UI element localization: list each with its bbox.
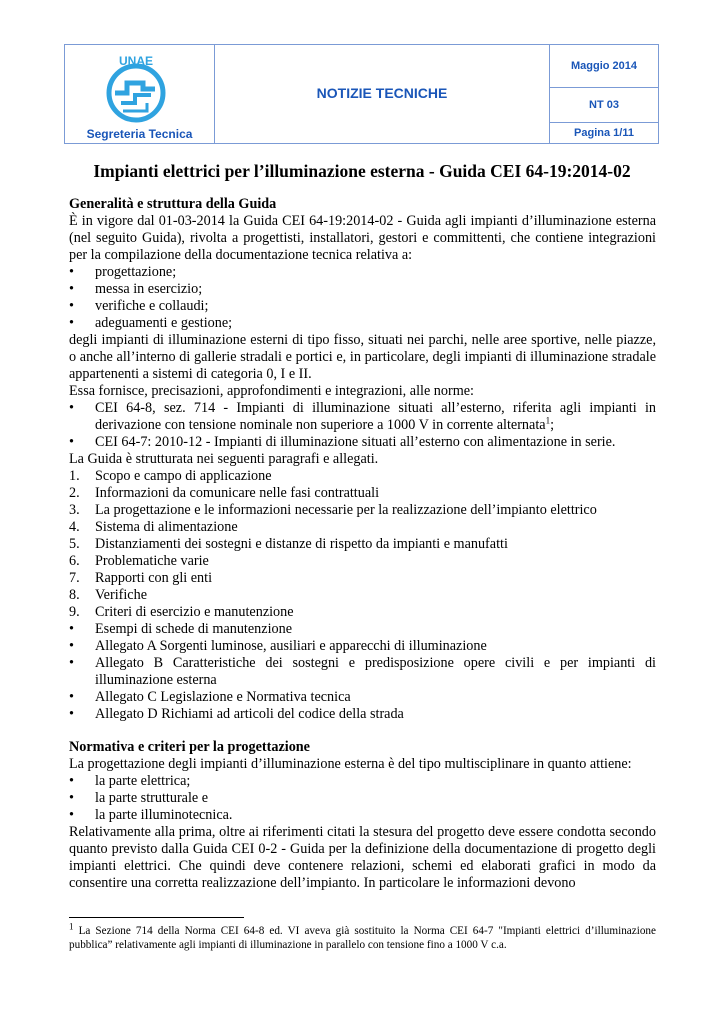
header-title: NOTIZIE TECNICHE xyxy=(316,85,448,101)
list-item: • adeguamenti e gestione; xyxy=(69,315,233,331)
numbered-item: 4. Sistema di alimentazione xyxy=(69,519,238,535)
numbered-item: 9. Criteri di esercizio e manutenzione xyxy=(69,604,294,620)
annex-item: • Esempi di schede di manutenzione xyxy=(69,621,292,637)
annex-item: • Allegato A Sorgenti luminose, ausiliari e apparecchi di illuminazione xyxy=(69,638,487,654)
list-item: • CEI 64-8, sez. 714 - Impianti di illuminazione situati all’esterno, riferita agli impianti in derivazione con tensione nominale non superiore a 1000 V in corrente alternata$^1$; xyxy=(69,400,656,433)
list-item: • verifiche e collaudi; xyxy=(69,298,209,314)
annex-item: • Allegato B Caratteristiche dei sostegni e predisposizione opere civili e per impianti di illuminazione esterna xyxy=(69,655,656,688)
list-item: • progettazione; xyxy=(69,264,177,280)
title-cell xyxy=(215,45,550,143)
bullet-icon: • xyxy=(69,400,74,416)
bullet-icon: • xyxy=(69,689,74,705)
document-header xyxy=(64,44,659,144)
list-item: • messa in esercizio; xyxy=(69,281,203,297)
bullet-icon: • xyxy=(69,790,74,806)
footnote-ref[interactable]: 1 xyxy=(545,415,551,426)
bullet-icon: • xyxy=(69,315,74,331)
numbered-item: 6. Problematiche varie xyxy=(69,553,209,569)
list-item: • la parte elettrica; xyxy=(69,773,191,789)
footnote-separator xyxy=(69,917,244,918)
numbered-item: 3. La progettazione e le informazioni necessarie per la realizzazione dell’impianto elettrico xyxy=(69,502,597,518)
meta-cell xyxy=(550,45,658,143)
bullet-icon: • xyxy=(69,434,74,450)
footnote: $^1$ La Sezione 714 della Norma CEI 64-8 ed. VI aveva già sostituito la Norma CEI 64-7 "Impianti elettrici d’illuminazione pubblica” relativamente agli impianti di illuminazione in parallelo con tensione fino a 1000 V c.a. xyxy=(69,921,656,951)
document-title: Impianti elettrici per l’illuminazione esterna - Guida CEI 64-19:2014-02 xyxy=(93,161,631,181)
bullet-icon: • xyxy=(69,281,74,297)
segreteria-label: Segreteria Tecnica xyxy=(86,127,193,141)
numbered-item: 2. Informazioni da comunicare nelle fasi contrattuali xyxy=(69,485,380,501)
section-heading-normativa: Normativa e criteri per la progettazione xyxy=(69,739,310,755)
logo-cell xyxy=(65,45,215,143)
annex-item: • Allegato D Richiami ad articoli del codice della strada xyxy=(69,706,404,722)
unae-logo-icon xyxy=(101,53,171,123)
bullet-icon: • xyxy=(69,807,74,823)
list-item: • la parte illuminotecnica. xyxy=(69,807,233,823)
footnote-mark: 1 xyxy=(69,921,74,932)
bullet-icon: • xyxy=(69,264,74,280)
paragraph: Essa fornisce, precisazioni, approfondimenti e integrazioni, alle norme: xyxy=(69,383,474,399)
bullet-icon: • xyxy=(69,638,74,654)
page-label: Pagina 1/11 xyxy=(574,127,634,139)
logo-text: UNAE xyxy=(118,54,154,68)
bullet-icon: • xyxy=(69,621,74,637)
numbered-item: 5. Distanziamenti dei sostegni e distanze di rispetto da impianti e manufatti xyxy=(69,536,508,552)
bullet-icon: • xyxy=(69,298,74,314)
list-item: • CEI 64-7: 2010-12 - Impianti di illuminazione situati all’esterno con alimentazione in serie. xyxy=(69,434,616,450)
paragraph: È in vigore dal 01-03-2014 la Guida CEI 64-19:2014-02 - Guida agli impianti d’illuminazione esterna (nel seguito Guida), rivolta a progettisti, installatori, gestori e committenti, che contiene integrazioni per la compilazione della documentazione tecnica relativa a: xyxy=(69,213,656,263)
annex-item: • Allegato C Legislazione e Normativa tecnica xyxy=(69,689,351,705)
paragraph: Relativamente alla prima, oltre ai riferimenti citati la stesura del progetto deve essere condotta secondo quanto previsto dalla Guida CEI 0-2 - Guida per la definizione della documentazione di progetto degli impianti elettrici. Che quindi deve contenere relazioni, schemi ed elaborati grafici in modo da consentire una corretta realizzazione dell’impianto. In particolare le informazioni devono xyxy=(69,824,656,891)
bullet-icon: • xyxy=(69,773,74,789)
paragraph: La progettazione degli impianti d’illuminazione esterna è del tipo multisciplinare in quanto attiene: xyxy=(69,756,632,772)
section-heading-generalita: Generalità e struttura della Guida xyxy=(69,196,277,212)
bullet-icon: • xyxy=(69,706,74,722)
code-label: NT 03 xyxy=(550,87,658,123)
numbered-item: 8. Verifiche xyxy=(69,587,147,603)
paragraph: La Guida è strutturata nei seguenti paragrafi e allegati. xyxy=(69,451,379,467)
numbered-item: 7. Rapporti con gli enti xyxy=(69,570,213,586)
numbered-item: 1. Scopo e campo di applicazione xyxy=(69,468,272,484)
paragraph: degli impianti di illuminazione esterni di tipo fisso, situati nei parchi, nelle aree sportive, nelle piazze, o anche all’interno di gallerie stradali e portici e, in particolare, degli impianti di illuminazione stradale appartenenti a sistemi di categoria 0, I e II. xyxy=(69,332,656,382)
list-item: • la parte strutturale e xyxy=(69,790,209,806)
date-label: Maggio 2014 xyxy=(550,45,658,88)
document-body xyxy=(69,196,656,892)
bullet-icon: • xyxy=(69,655,74,671)
